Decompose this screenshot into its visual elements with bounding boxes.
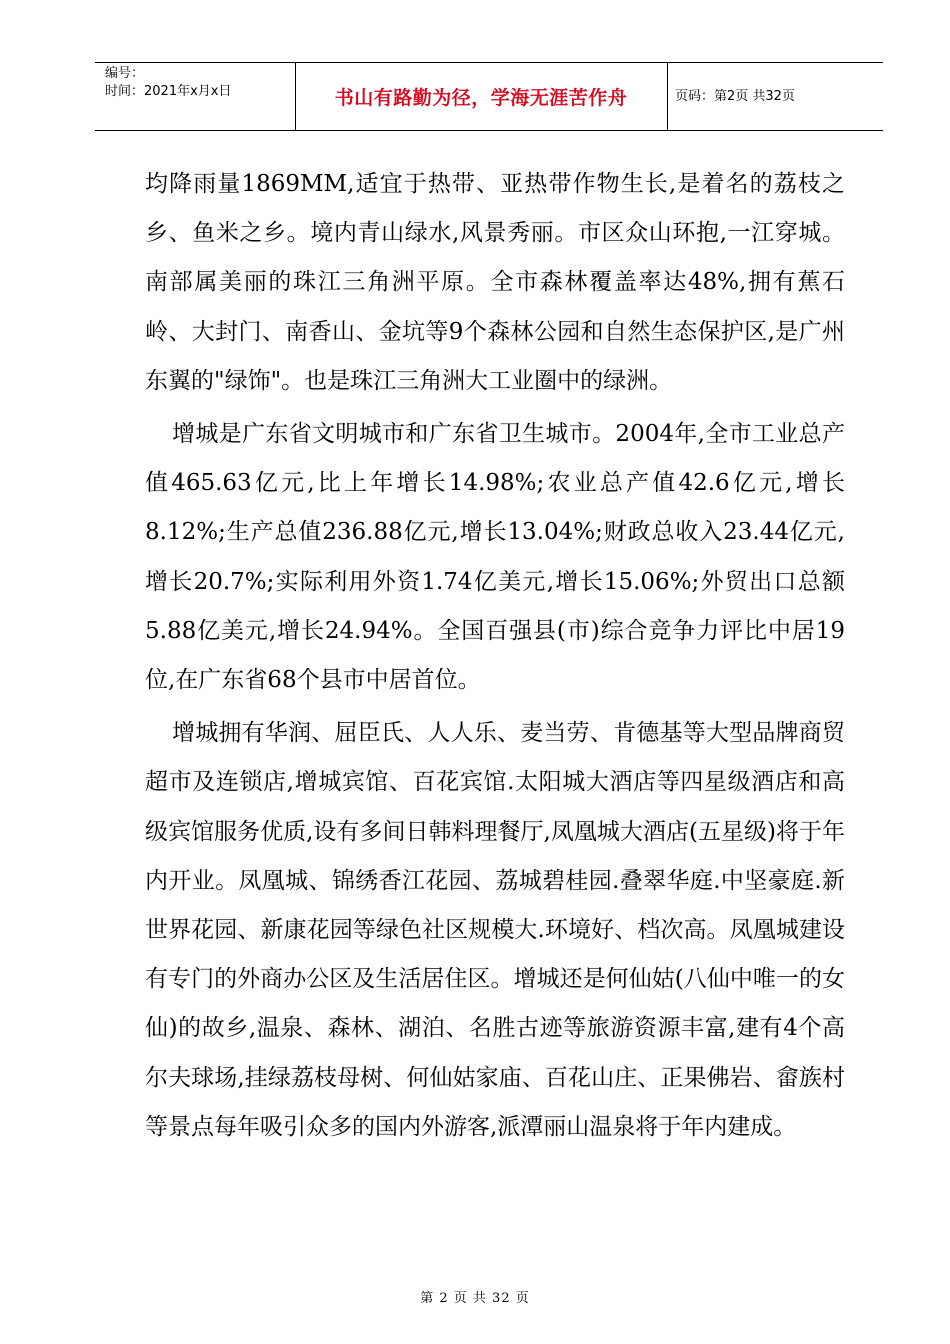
page-header — [95, 62, 883, 131]
header-meta — [95, 63, 296, 130]
document-body — [145, 160, 845, 1152]
header-page-cell — [667, 63, 883, 130]
document-time-label: 时间：2021年x月x日 — [105, 84, 232, 99]
header-page-info: 页码：第2页 共32页 — [675, 88, 795, 104]
page-footer: 第 2 页 共 32 页 — [420, 1291, 530, 1306]
header-motto: 书山有路勤为径，学海无涯苦作舟 — [334, 87, 628, 109]
document-number-label: 编号： — [105, 66, 145, 81]
paragraph-climate: 均降雨量1869MM,适宜于热带、亚热带作物生长,是着名的荔枝之乡、鱼米之乡。境内青山绿水,风景秀丽。市区众山环抱,一江穿城。南部属美丽的珠江三角洲平原。全市森林覆盖率达48%,拥有蕉石岭、大封门、南香山、金坑等9个森林公园和自然生态保护区,是广州东翼的"绿饰"。也是珠江三角洲大工业圈中的绿洲。 — [145, 171, 845, 394]
header-motto-cell — [295, 63, 668, 130]
paragraph-commerce: 增城拥有华润、屈臣氏、人人乐、麦当劳、肯德基等大型品牌商贸超市及连锁店,增城宾馆、百花宾馆.太阳城大酒店等四星级酒店和高级宾馆服务优质,设有多间日韩料理餐厅,凤凰城大酒店(五星级)将于年内开业。凤凰城、锦绣香江花园、荔城碧桂园.叠翠华庭.中坚豪庭.新世界花园、新康花园等绿色社区规模大.环境好、档次高。凤凰城建设有专门的外商办公区及生活居住区。增城还是何仙姑(八仙中唯一的女仙)的故乡,温泉、森林、湖泊、名胜古迹等旅游资源丰富,建有4个高尔夫球场,挂绿荔枝母树、何仙姑家庙、百花山庄、正果佛岩、畲族村等景点每年吸引众多的国内外游客,派潭丽山温泉将于年内建成。 — [145, 720, 845, 1140]
paragraph-economy: 增城是广东省文明城市和广东省卫生城市。2004年,全市工业总产值465.63亿元,比上年增长14.98%;农业总产值42.6亿元,增长8.12%;生产总值236.88亿元,增长13.04%;财政总收入23.44亿元,增长20.7%;实际利用外资1.74亿美元,增长15.06%;外贸出口总额5.88亿美元,增长24.94%。全国百强县(市)综合竞争力评比中居19位,在广东省68个县市中居首位。 — [145, 421, 845, 694]
